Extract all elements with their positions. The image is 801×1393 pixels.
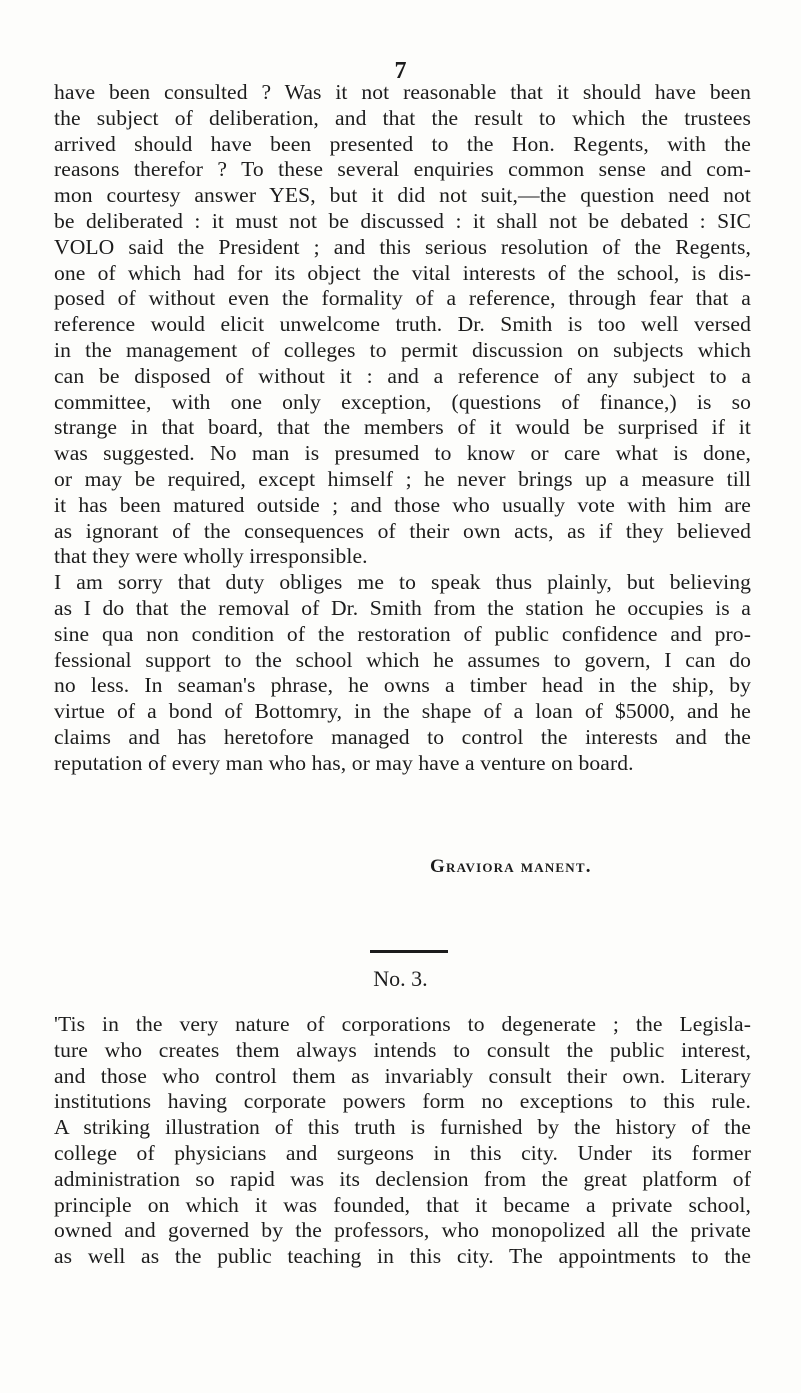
text-line: posed of without even the formality of a reference, through fear that a [54,286,751,311]
letter-two-body [54,1012,751,1270]
text-line: principle on which it was founded, that it became a private school, [54,1192,751,1217]
text-line: no less. In seaman's phrase, he owns a timber head in the ship, by [54,673,751,698]
text-line: college of physicians and surgeons in this city. Under its former [54,1140,751,1165]
text-line: I am sorry that duty obliges me to speak thus plainly, but believing [54,570,751,595]
text-line: and those who control them as invariably consult their own. Literary [54,1063,751,1088]
text-line: it has been matured outside ; and those who usually vote with him are [54,492,751,517]
text-line: administration so rapid was its declension from the great platform of [54,1166,751,1191]
text-line: can be disposed of without it : and a reference of any subject to a [54,363,751,388]
text-line: reference would elicit unwelcome truth. Dr. Smith is too well versed [54,312,751,337]
text-line: be deliberated : it must not be discussed : it shall not be debated : SIC [54,208,751,233]
letter-one-body [54,80,751,777]
signature: Graviora manent. [430,856,592,877]
text-line: as well as the public teaching in this city. The appointments to the [54,1244,751,1269]
text-line: or may be required, except himself ; he never brings up a measure till [54,466,751,491]
text-line: committee, with one only exception, (questions of finance,) is so [54,389,751,414]
section-heading: No. 3. [373,966,428,991]
text-line: mon courtesy answer YES, but it did not suit,—the question need not [54,183,751,208]
text-line: that they were wholly irresponsible. [54,544,368,569]
text-line: one of which had for its object the vital interests of the school, is dis- [54,260,751,285]
text-line: 'Tis in the very nature of corporations to degenerate ; the Legisla- [54,1012,751,1036]
text-line: have been consulted ? Was it not reasonable that it should have been [54,80,751,104]
text-line: in the management of colleges to permit discussion on subjects which [54,337,751,362]
text-line: owned and governed by the professors, who monopolized all the private [54,1218,751,1243]
text-line: reasons therefor ? To these several enquiries common sense and com- [54,157,751,182]
text-line: strange in that board, that the members of it would be surprised if it [54,415,751,440]
text-line: claims and has heretofore managed to control the interests and the [54,724,751,749]
text-line: ture who creates them always intends to consult the public interest, [54,1037,751,1062]
text-line: the subject of deliberation, and that the result to which the trustees [54,105,751,130]
text-line: as I do that the removal of Dr. Smith from the station he occupies is a [54,595,751,620]
page-number: 7 [394,58,407,84]
text-line: was suggested. No man is presumed to know or care what is done, [54,441,751,466]
section-divider [370,950,448,953]
text-line: arrived should have been presented to the Hon. Regents, with the [54,131,751,156]
text-line: institutions having corporate powers form no exceptions to this rule. [54,1089,751,1114]
text-line: fessional support to the school which he assumes to govern, I can do [54,647,751,672]
text-line: sine qua non condition of the restoration of public confidence and pro- [54,621,751,646]
text-line: reputation of every man who has, or may have a venture on board. [54,750,634,775]
text-line: virtue of a bond of Bottomry, in the shape of a loan of $5000, and he [54,699,751,724]
text-line: VOLO said the President ; and this serious resolution of the Regents, [54,234,751,259]
text-line: as ignorant of the consequences of their own acts, as if they believed [54,518,751,543]
text-line: A striking illustration of this truth is furnished by the history of the [54,1115,751,1140]
